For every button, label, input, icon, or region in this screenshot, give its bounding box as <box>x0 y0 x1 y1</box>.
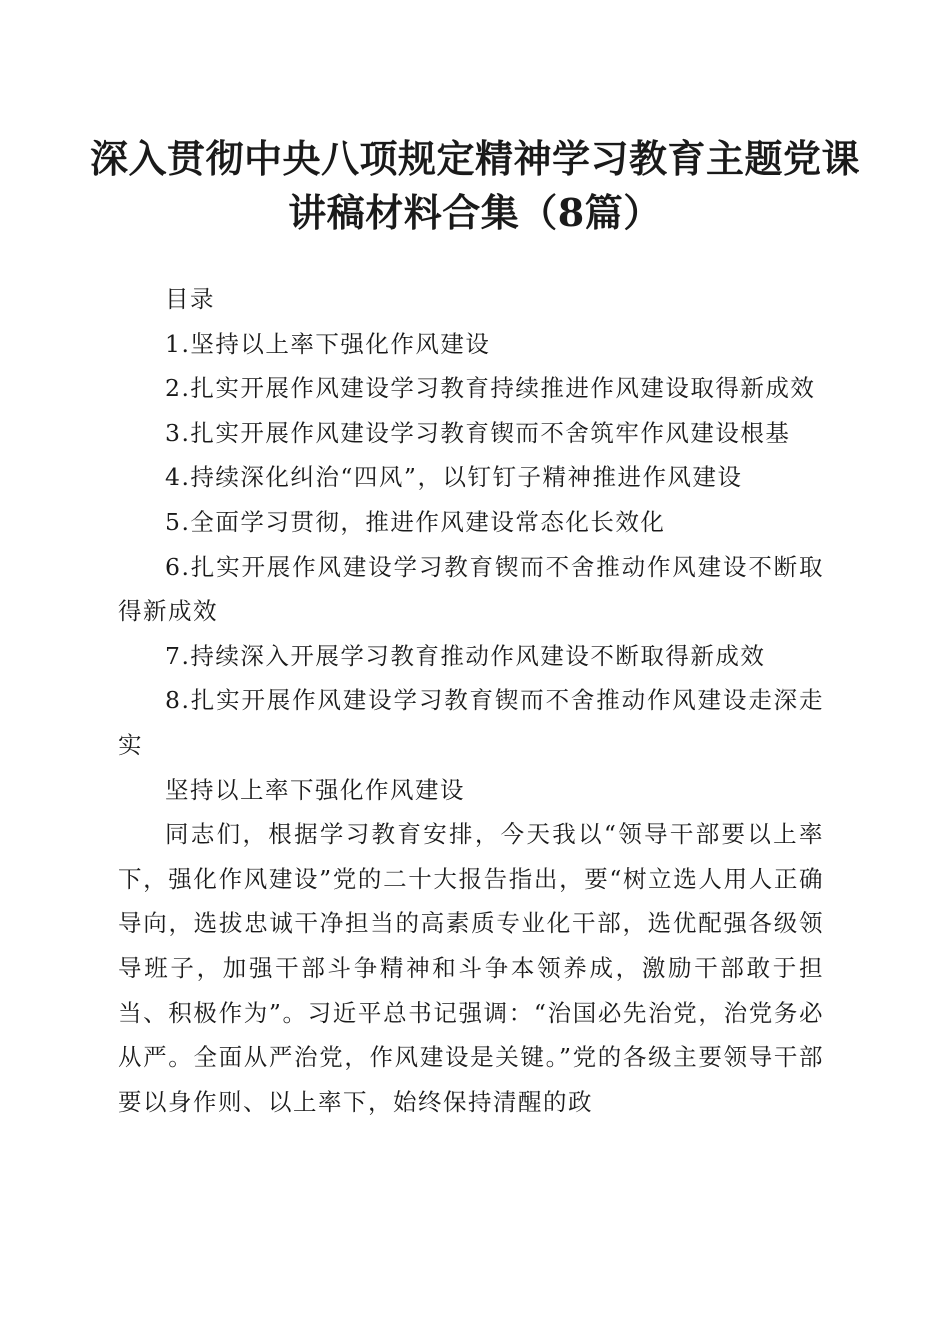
toc-item-5: 5.全面学习贯彻，推进作风建设常态化长效化 <box>165 507 666 536</box>
section-heading: 坚持以上率下强化作风建设 <box>165 775 465 804</box>
document-body <box>118 277 824 1124</box>
toc-item-8: 8.扎实开展作风建设学习教育锲而不舍推动作风建设走深走实 <box>118 686 824 759</box>
toc-item-7: 7.持续深入开展学习教育推动作风建设不断取得新成效 <box>165 641 766 670</box>
toc-item-1: 1.坚持以上率下强化作风建设 <box>165 329 491 358</box>
toc-item-2: 2.扎实开展作风建设学习教育持续推进作风建设取得新成效 <box>165 374 816 403</box>
toc-heading: 目录 <box>165 285 215 313</box>
toc-item-3: 3.扎实开展作风建设学习教育锲而不舍筑牢作风建设根基 <box>165 418 791 447</box>
title-line-1: 深入贯彻中央八项规定精神学习教育主题党课 <box>89 136 860 181</box>
document-title <box>80 132 870 240</box>
title-line-2: 讲稿材料合集（8篇） <box>288 190 662 235</box>
toc-item-4: 4.持续深化纠治“四风”，以钉钉子精神推进作风建设 <box>165 463 743 492</box>
toc-item-6: 6.扎实开展作风建设学习教育锲而不舍推动作风建设不断取得新成效 <box>118 552 824 626</box>
body-paragraph: 同志们，根据学习教育安排，今天我以“领导干部要以上率下，强化作风建设”党的二十大报告指出，要“树立选人用人正确导向，选拔忠诚干净担当的高素质专业化干部，选优配强各级领导班子，加强干部斗争精神和斗争本领养成，激励干部敢于担当、积极作为”。习近平总书记强调：“治国必先治党，治党务必从严。全面从严治党，作风建设是关键。”党的各级主要领导干部要以身作则、以上率下，始终保持清醒的政 <box>118 820 824 1116</box>
